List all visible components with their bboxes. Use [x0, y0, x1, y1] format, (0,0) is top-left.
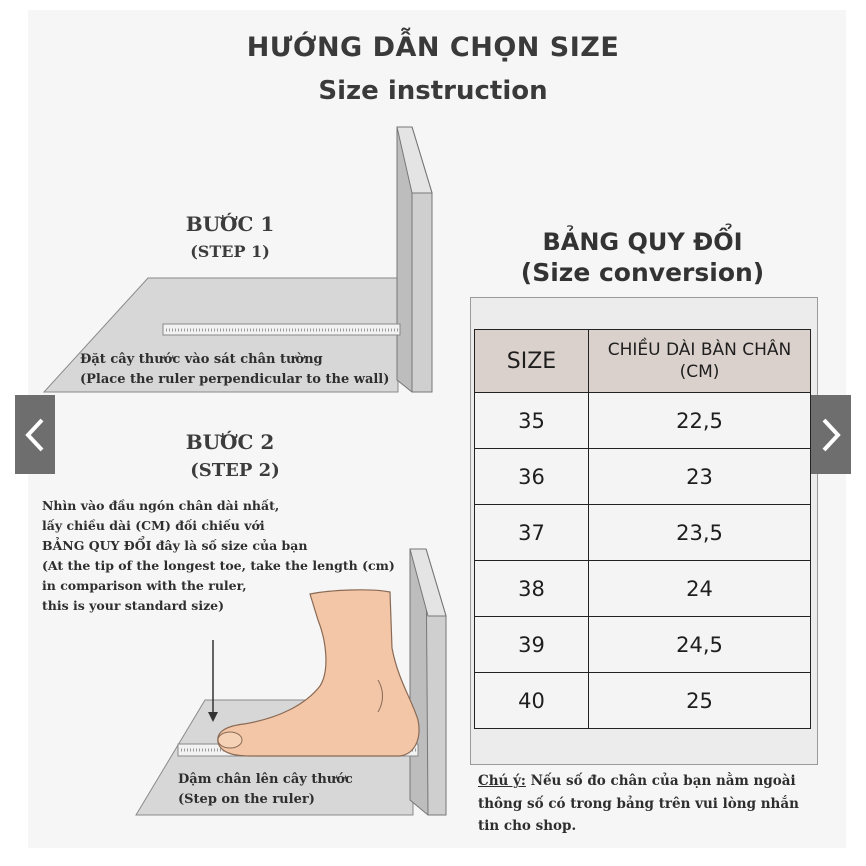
- header-size: SIZE: [475, 330, 589, 393]
- size-cell: 39: [475, 617, 589, 673]
- table-row: [475, 449, 811, 505]
- page-title: HƯỚNG DẪN CHỌN SIZE: [246, 32, 620, 63]
- length-cell: 23: [589, 449, 811, 505]
- step2-instructions: [42, 496, 412, 616]
- step1-subtitle: (STEP 1): [190, 242, 270, 261]
- length-cell: 22,5: [589, 393, 811, 449]
- step1-title: BƯỚC 1: [185, 212, 275, 236]
- length-cell: 24,5: [589, 617, 811, 673]
- instruction-line: lấy chiều dài (CM) đối chiếu với: [42, 518, 265, 533]
- size-cell: 37: [475, 505, 589, 561]
- table-row: [475, 617, 811, 673]
- instruction-line: in comparison with the ruler,: [42, 578, 247, 593]
- conversion-subtitle: (Size conversion): [520, 258, 765, 287]
- length-cell: 23,5: [589, 505, 811, 561]
- instruction-line: BẢNG QUY ĐỔI đây là số size của bạn: [42, 538, 308, 553]
- instruction-line: Nhìn vào đầu ngón chân dài nhất,: [42, 498, 280, 513]
- footnote-label: Chú ý:: [478, 773, 526, 789]
- footnote: [478, 770, 823, 838]
- chevron-left-icon: [24, 417, 46, 453]
- length-cell: 24: [589, 561, 811, 617]
- instruction-line: this is your standard size): [42, 598, 225, 613]
- header-foot-length-label: CHIỀU DÀI BÀN CHÂN: [607, 340, 792, 360]
- header-foot-length: [589, 330, 811, 393]
- step1-note-vi: Đặt cây thước vào sát chân tường: [80, 352, 323, 367]
- chevron-right-icon: [820, 417, 842, 453]
- header-unit-label: (CM): [679, 362, 720, 382]
- step1-note: [80, 350, 410, 390]
- size-cell: 36: [475, 449, 589, 505]
- prev-image-button[interactable]: [15, 395, 55, 474]
- size-cell: 38: [475, 561, 589, 617]
- next-image-button[interactable]: [811, 395, 851, 474]
- step1-note-en: (Place the ruler perpendicular to the wall): [80, 372, 390, 387]
- table-row: [475, 505, 811, 561]
- footnote-text: Nếu số đo chân của bạn nằm ngoài thông số có trong bảng trên vui lòng nhắn tin cho shop.: [478, 773, 799, 834]
- table-row: [475, 561, 811, 617]
- length-cell: 25: [589, 673, 811, 729]
- instruction-line: (At the tip of the longest toe, take the length (cm): [42, 558, 395, 573]
- step2-bottom-en: (Step on the ruler): [178, 792, 315, 807]
- table-row: [475, 393, 811, 449]
- table-header-row: [475, 330, 811, 393]
- step2-bottom-vi: Dậm chân lên cây thước: [178, 772, 353, 787]
- size-cell: 35: [475, 393, 589, 449]
- step2-subtitle: (STEP 2): [190, 460, 280, 481]
- size-conversion-table: [474, 329, 811, 729]
- step2-bottom-note: [178, 770, 418, 810]
- conversion-title: BẢNG QUY ĐỔI: [542, 228, 743, 256]
- table-row: [475, 673, 811, 729]
- size-cell: 40: [475, 673, 589, 729]
- step2-title: BƯỚC 2: [185, 430, 275, 454]
- page-subtitle: Size instruction: [318, 76, 548, 106]
